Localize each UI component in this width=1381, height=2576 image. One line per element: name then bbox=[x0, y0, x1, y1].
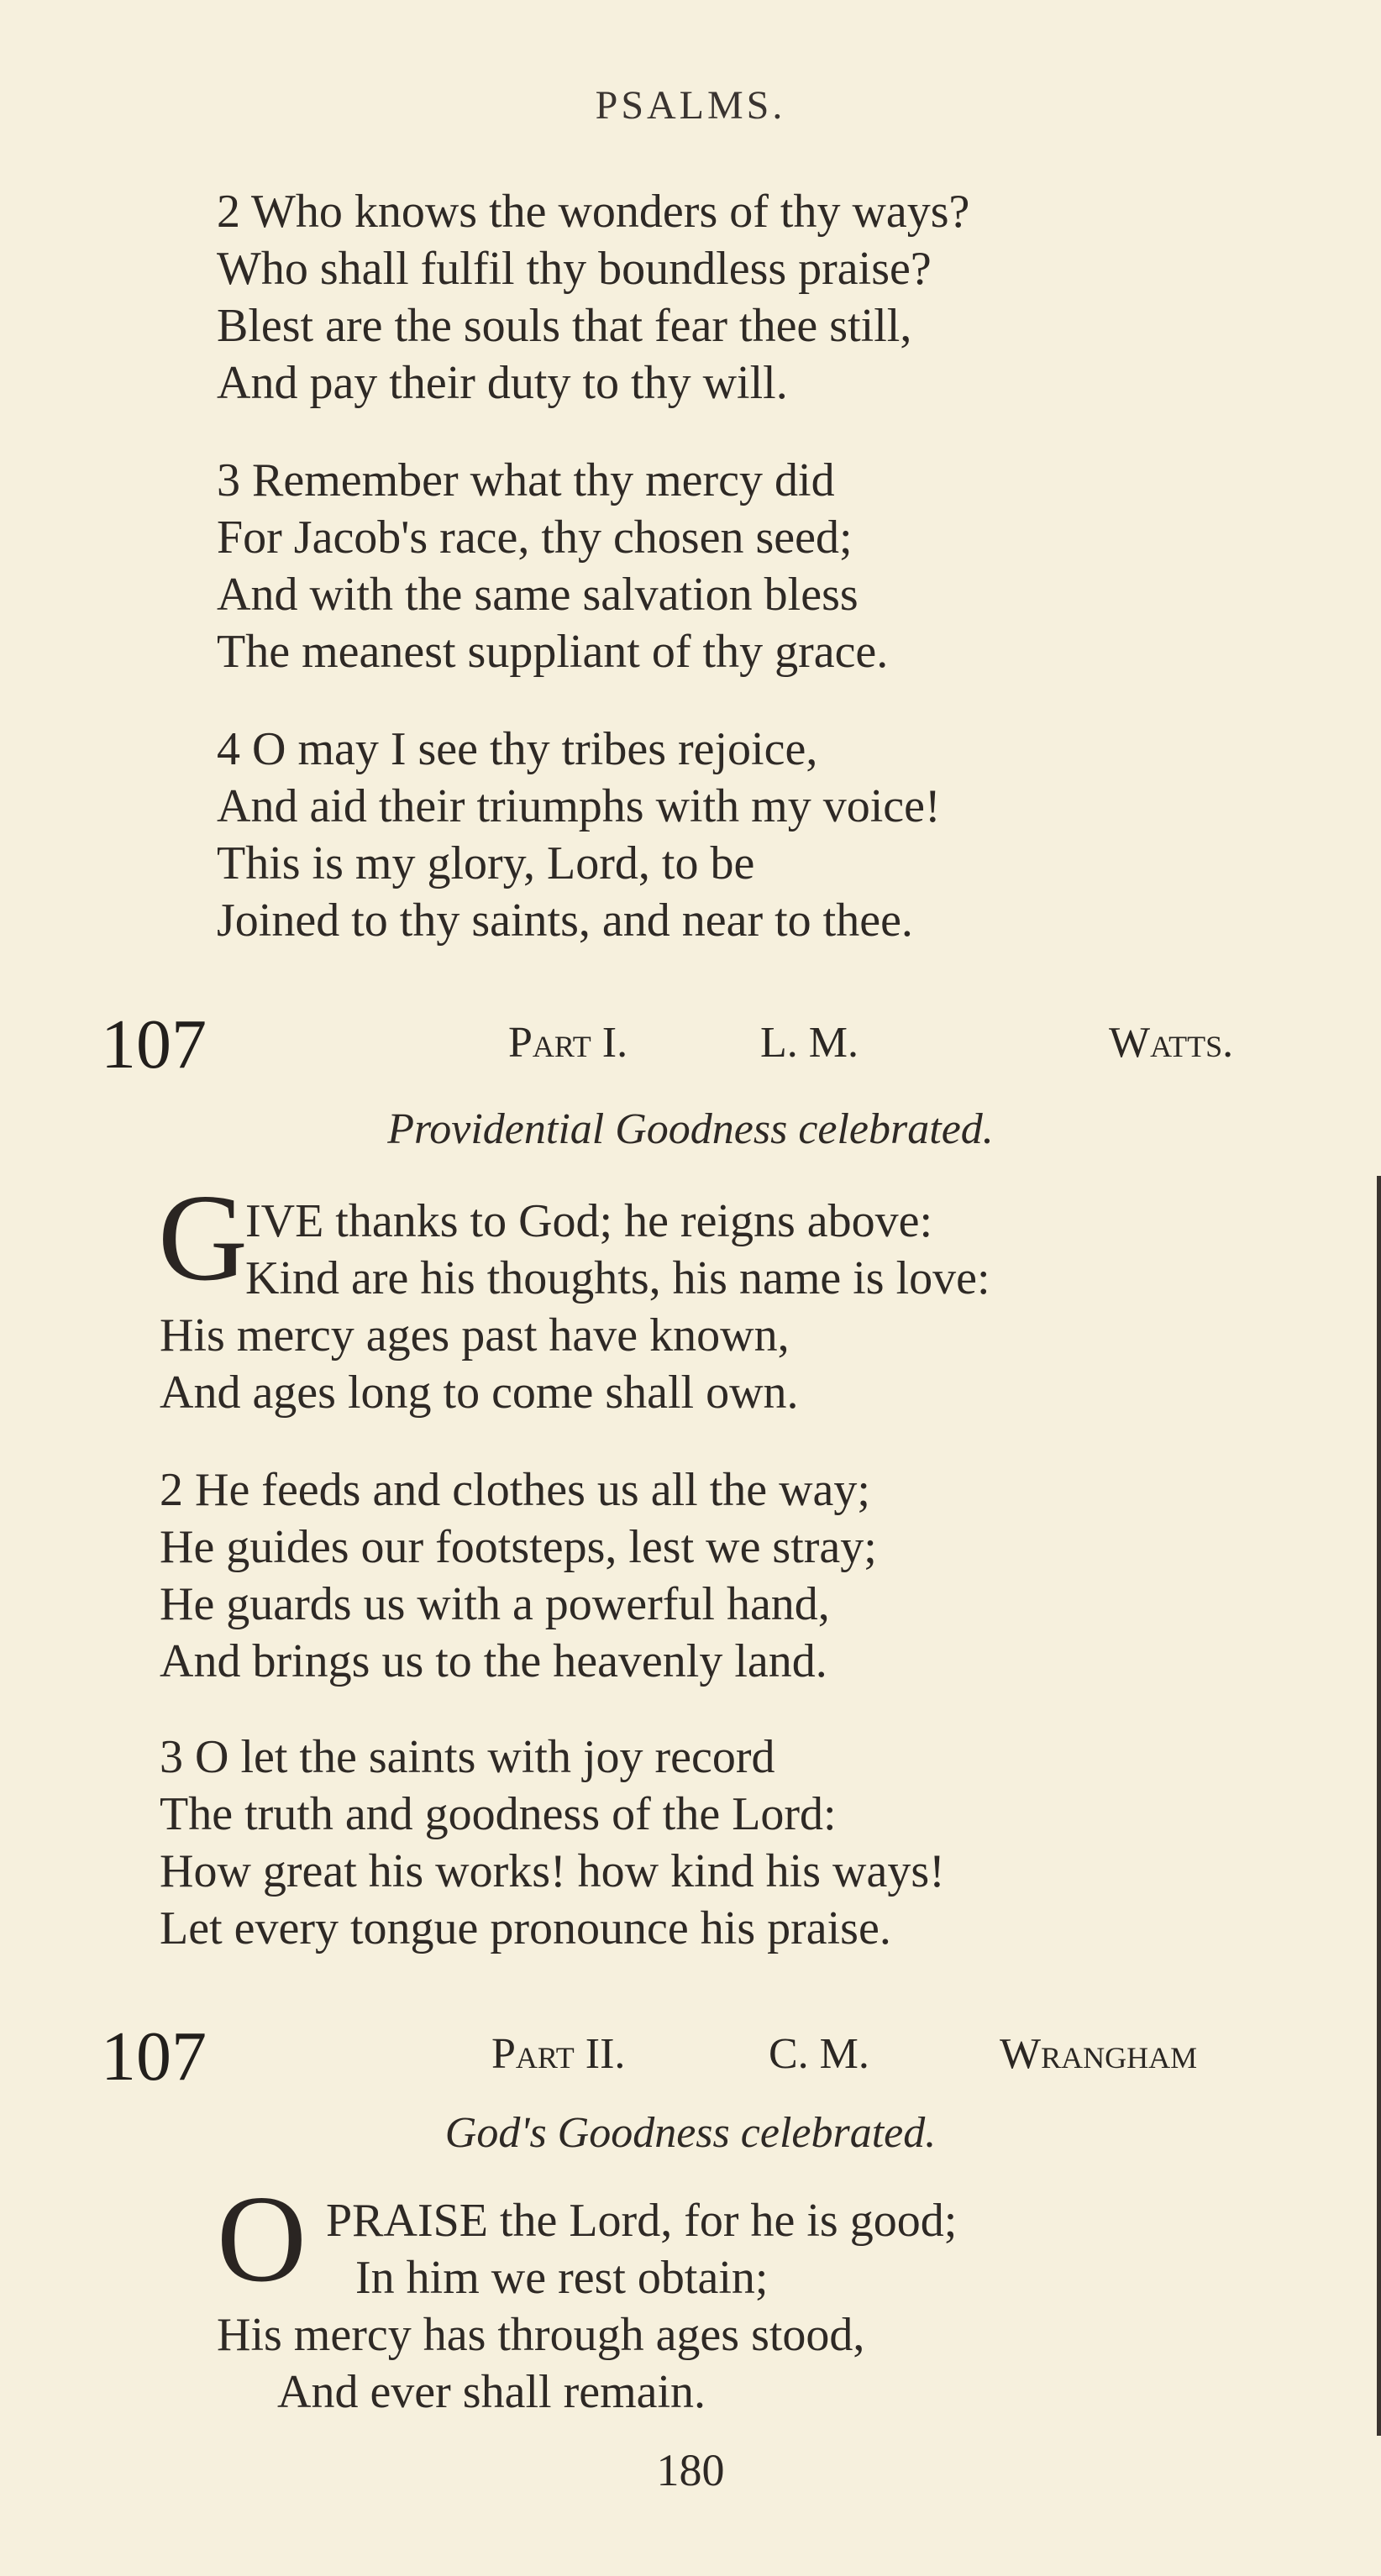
hymn-number: 107 bbox=[101, 2017, 207, 2096]
stanza-line: For Jacob's race, thy chosen seed; bbox=[217, 512, 853, 564]
first-stanza bbox=[217, 2192, 957, 2421]
hymn-title: God's Goodness celebrated. bbox=[444, 2109, 937, 2157]
stanza-line: Joined to thy saints, and near to thee. bbox=[217, 895, 913, 947]
stanza-line: And brings us to the heavenly land. bbox=[160, 1635, 827, 1687]
stanza-line: The meanest suppliant of thy grace. bbox=[217, 626, 889, 678]
stanza-line: This is my glory, Lord, to be bbox=[217, 837, 755, 889]
page-edge-divider bbox=[1377, 1176, 1381, 2436]
stanza-line: PRAISE the Lord, for he is good; bbox=[326, 2195, 958, 2247]
stanza-line: And ever shall remain. bbox=[277, 2366, 706, 2418]
stanza-line: His mercy has through ages stood, bbox=[217, 2309, 865, 2361]
drop-cap: O bbox=[217, 2170, 307, 2308]
hymn-title: Providential Goodness celebrated. bbox=[387, 1105, 994, 1153]
stanza-line: 3 O let the saints with joy record bbox=[160, 1731, 775, 1783]
stanza-3 bbox=[160, 1729, 945, 1957]
hymn-part: Part II. bbox=[491, 2030, 626, 2078]
stanza-4 bbox=[217, 721, 941, 949]
running-head: PSALMS. bbox=[595, 83, 786, 128]
stanza-2 bbox=[160, 1461, 877, 1690]
stanza-line: 2 He feeds and clothes us all the way; bbox=[160, 1464, 870, 1516]
page-number: 180 bbox=[656, 2445, 725, 2495]
stanza-line: Who shall fulfil thy boundless praise? bbox=[217, 243, 932, 295]
stanza-line: His mercy ages past have known, bbox=[160, 1309, 790, 1361]
stanza-3 bbox=[217, 452, 888, 680]
stanza-line: Let every tongue pronounce his praise. bbox=[160, 1902, 891, 1954]
stanza-line: 2 Who knows the wonders of thy ways? bbox=[217, 186, 970, 238]
stanza-line: And with the same salvation bless bbox=[217, 569, 859, 621]
stanza-line: IVE thanks to God; he reigns above: bbox=[245, 1195, 933, 1247]
stanza-line: 3 Remember what thy mercy did bbox=[217, 454, 835, 506]
stanza-line: He guards us with a powerful hand, bbox=[160, 1578, 830, 1630]
hymn-author: Watts. bbox=[1109, 1019, 1234, 1067]
stanza-line: And aid their triumphs with my voice! bbox=[217, 780, 941, 832]
stanza-line: Kind are his thoughts, his name is love: bbox=[245, 1252, 990, 1304]
first-stanza bbox=[160, 1193, 990, 1421]
hymn-meter: L. M. bbox=[760, 1019, 859, 1067]
stanza-line: And pay their duty to thy will. bbox=[217, 357, 788, 409]
stanza-line: The truth and goodness of the Lord: bbox=[160, 1788, 837, 1840]
stanza-line: 4 O may I see thy tribes rejoice, bbox=[217, 723, 818, 775]
stanza-line: In him we rest obtain; bbox=[355, 2252, 769, 2304]
stanza-line: Blest are the souls that fear thee still, bbox=[217, 300, 912, 352]
stanza-2 bbox=[217, 183, 969, 412]
stanza-line: And ages long to come shall own. bbox=[160, 1367, 799, 1419]
hymn-part: Part I. bbox=[508, 1019, 628, 1067]
hymn-author: Wrangham bbox=[1000, 2030, 1198, 2078]
hymn-number: 107 bbox=[101, 1005, 207, 1083]
stanza-line: He guides our footsteps, lest we stray; bbox=[160, 1521, 877, 1573]
stanza-line: How great his works! how kind his ways! bbox=[160, 1845, 945, 1897]
hymn-meter: C. M. bbox=[769, 2030, 869, 2078]
drop-cap: G bbox=[158, 1169, 248, 1307]
